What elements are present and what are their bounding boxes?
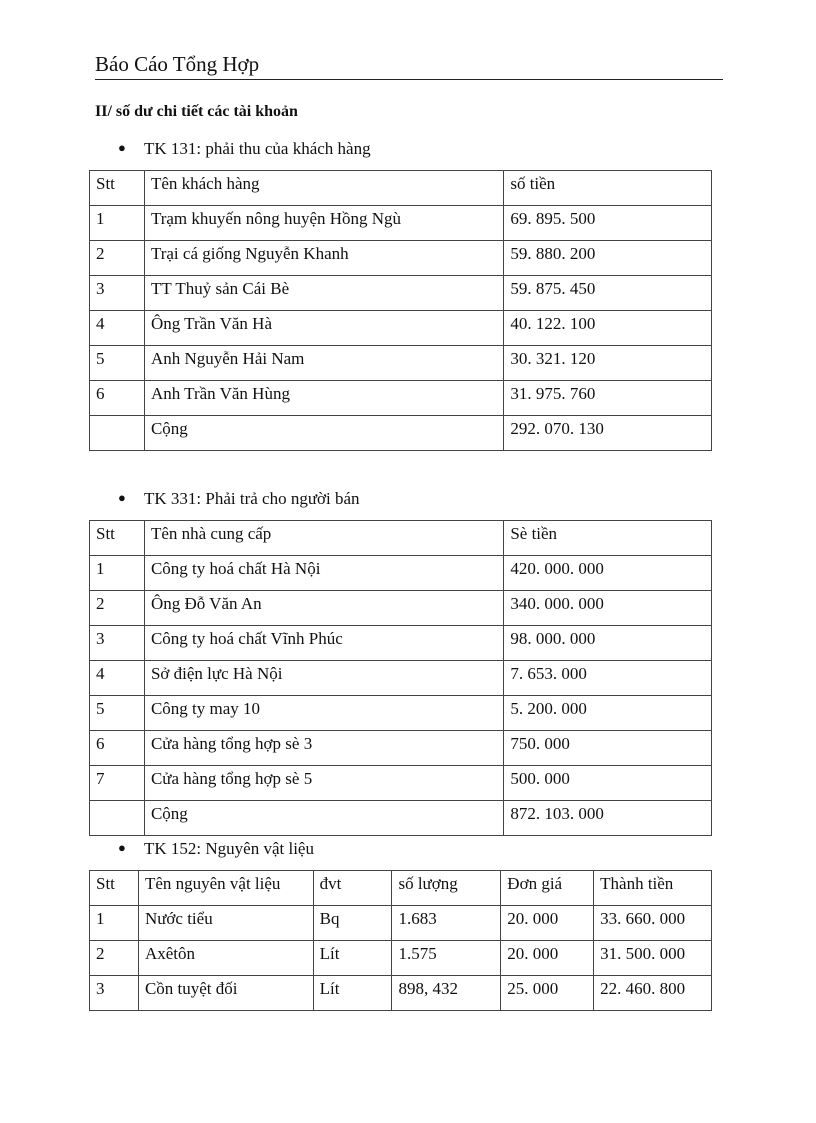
table-cell: 98. 000. 000	[504, 626, 712, 661]
table-cell: 5	[90, 696, 145, 731]
table-row	[90, 906, 712, 941]
tk131-heading-text: TK 131: phải thu của khách hàng	[144, 139, 371, 158]
table-row	[90, 346, 712, 381]
table-row	[90, 206, 712, 241]
table-cell: Cộng	[144, 416, 503, 451]
tk131-table	[89, 170, 712, 451]
table-row	[90, 626, 712, 661]
column-header: Tên khách hàng	[144, 171, 503, 206]
table-cell: 292. 070. 130	[504, 416, 712, 451]
tk152-table	[89, 870, 712, 1011]
table-cell: 5. 200. 000	[504, 696, 712, 731]
table-cell: 31. 975. 760	[504, 381, 712, 416]
table-cell: 59. 875. 450	[504, 276, 712, 311]
column-header: Thành tiền	[594, 871, 712, 906]
table-cell: 2	[90, 591, 145, 626]
table-cell: 40. 122. 100	[504, 311, 712, 346]
table-row	[90, 976, 712, 1011]
table-cell: 7. 653. 000	[504, 661, 712, 696]
table-cell: Bq	[313, 906, 392, 941]
table-cell: 420. 000. 000	[504, 556, 712, 591]
table-cell: Cồn tuyệt đối	[138, 976, 313, 1011]
table-cell: Lít	[313, 941, 392, 976]
table-row	[90, 311, 712, 346]
page-header: Báo Cáo Tổng Hợp	[95, 50, 723, 80]
table-cell: 1.575	[392, 941, 501, 976]
table-cell: Trạm khuyến nông huyện Hồng Ngù	[144, 206, 503, 241]
table-row	[90, 731, 712, 766]
column-header: Tên nguyên vật liệu	[138, 871, 313, 906]
table-cell: 7	[90, 766, 145, 801]
table-cell: 22. 460. 800	[594, 976, 712, 1011]
table-cell: Anh Nguyễn Hải Nam	[144, 346, 503, 381]
table-row	[90, 556, 712, 591]
table-cell: 25. 000	[501, 976, 594, 1011]
table-cell: 898, 432	[392, 976, 501, 1011]
table-cell: 5	[90, 346, 145, 381]
tk131-heading	[118, 138, 371, 161]
table-cell: 20. 000	[501, 941, 594, 976]
table-cell: Cửa hàng tổng hợp sè 3	[144, 731, 503, 766]
table-row	[90, 241, 712, 276]
table-cell: 3	[90, 976, 139, 1011]
table-header-row	[90, 171, 712, 206]
table-cell: 6	[90, 731, 145, 766]
table-cell: 1	[90, 556, 145, 591]
tk152-heading-text: TK 152: Nguyên vật liệu	[144, 839, 314, 858]
table-cell: 1	[90, 906, 139, 941]
table-cell: 3	[90, 626, 145, 661]
tk331-heading	[118, 488, 360, 511]
table-row	[90, 661, 712, 696]
table-cell: Axêtôn	[138, 941, 313, 976]
column-header: Stt	[90, 871, 139, 906]
table-cell: Ông Trần Văn Hà	[144, 311, 503, 346]
table-row	[90, 766, 712, 801]
table-cell: 1.683	[392, 906, 501, 941]
bullet-icon: ●	[118, 840, 126, 855]
column-header: số tiền	[504, 171, 712, 206]
table-cell: Công ty hoá chất Vĩnh Phúc	[144, 626, 503, 661]
table-row	[90, 381, 712, 416]
table-cell: Cộng	[144, 801, 503, 836]
table-total-row	[90, 801, 712, 836]
bullet-icon: ●	[118, 490, 126, 505]
table-cell: 6	[90, 381, 145, 416]
table-cell: 340. 000. 000	[504, 591, 712, 626]
table-cell: 59. 880. 200	[504, 241, 712, 276]
tk331-table	[89, 520, 712, 836]
table-cell: 69. 895. 500	[504, 206, 712, 241]
table-row	[90, 696, 712, 731]
table-cell: 20. 000	[501, 906, 594, 941]
column-header: Stt	[90, 521, 145, 556]
table-cell: Công ty hoá chất Hà Nội	[144, 556, 503, 591]
table-cell	[90, 801, 145, 836]
table-cell: 4	[90, 661, 145, 696]
table-cell: 872. 103. 000	[504, 801, 712, 836]
table-cell: 3	[90, 276, 145, 311]
table-row	[90, 941, 712, 976]
table-cell: 2	[90, 241, 145, 276]
column-header: Sè tiền	[504, 521, 712, 556]
table-cell: 33. 660. 000	[594, 906, 712, 941]
section-title: II/ số dư chi tiết các tài khoản	[95, 103, 298, 120]
table-cell: Sở điện lực Hà Nội	[144, 661, 503, 696]
table-cell: Trại cá giống Nguyễn Khanh	[144, 241, 503, 276]
table-cell: Anh Trần Văn Hùng	[144, 381, 503, 416]
table-cell: Công ty may 10	[144, 696, 503, 731]
table-cell: 2	[90, 941, 139, 976]
bullet-icon: ●	[118, 140, 126, 155]
table-cell: 4	[90, 311, 145, 346]
tk152-heading	[118, 838, 314, 861]
column-header: Stt	[90, 171, 145, 206]
column-header: đvt	[313, 871, 392, 906]
table-cell: 31. 500. 000	[594, 941, 712, 976]
table-cell: 1	[90, 206, 145, 241]
table-header-row	[90, 871, 712, 906]
table-cell	[90, 416, 145, 451]
table-cell: 750. 000	[504, 731, 712, 766]
table-cell: Cửa hàng tổng hợp sè 5	[144, 766, 503, 801]
table-header-row	[90, 521, 712, 556]
column-header: Tên nhà cung cấp	[144, 521, 503, 556]
column-header: số lượng	[392, 871, 501, 906]
table-row	[90, 591, 712, 626]
table-cell: Nước tiểu	[138, 906, 313, 941]
table-cell: 500. 000	[504, 766, 712, 801]
table-total-row	[90, 416, 712, 451]
table-cell: Ông Đỗ Văn An	[144, 591, 503, 626]
column-header: Đơn giá	[501, 871, 594, 906]
table-cell: Lít	[313, 976, 392, 1011]
tk331-heading-text: TK 331: Phải trả cho người bán	[144, 489, 360, 508]
table-cell: 30. 321. 120	[504, 346, 712, 381]
table-cell: TT Thuỷ sản Cái Bè	[144, 276, 503, 311]
table-row	[90, 276, 712, 311]
